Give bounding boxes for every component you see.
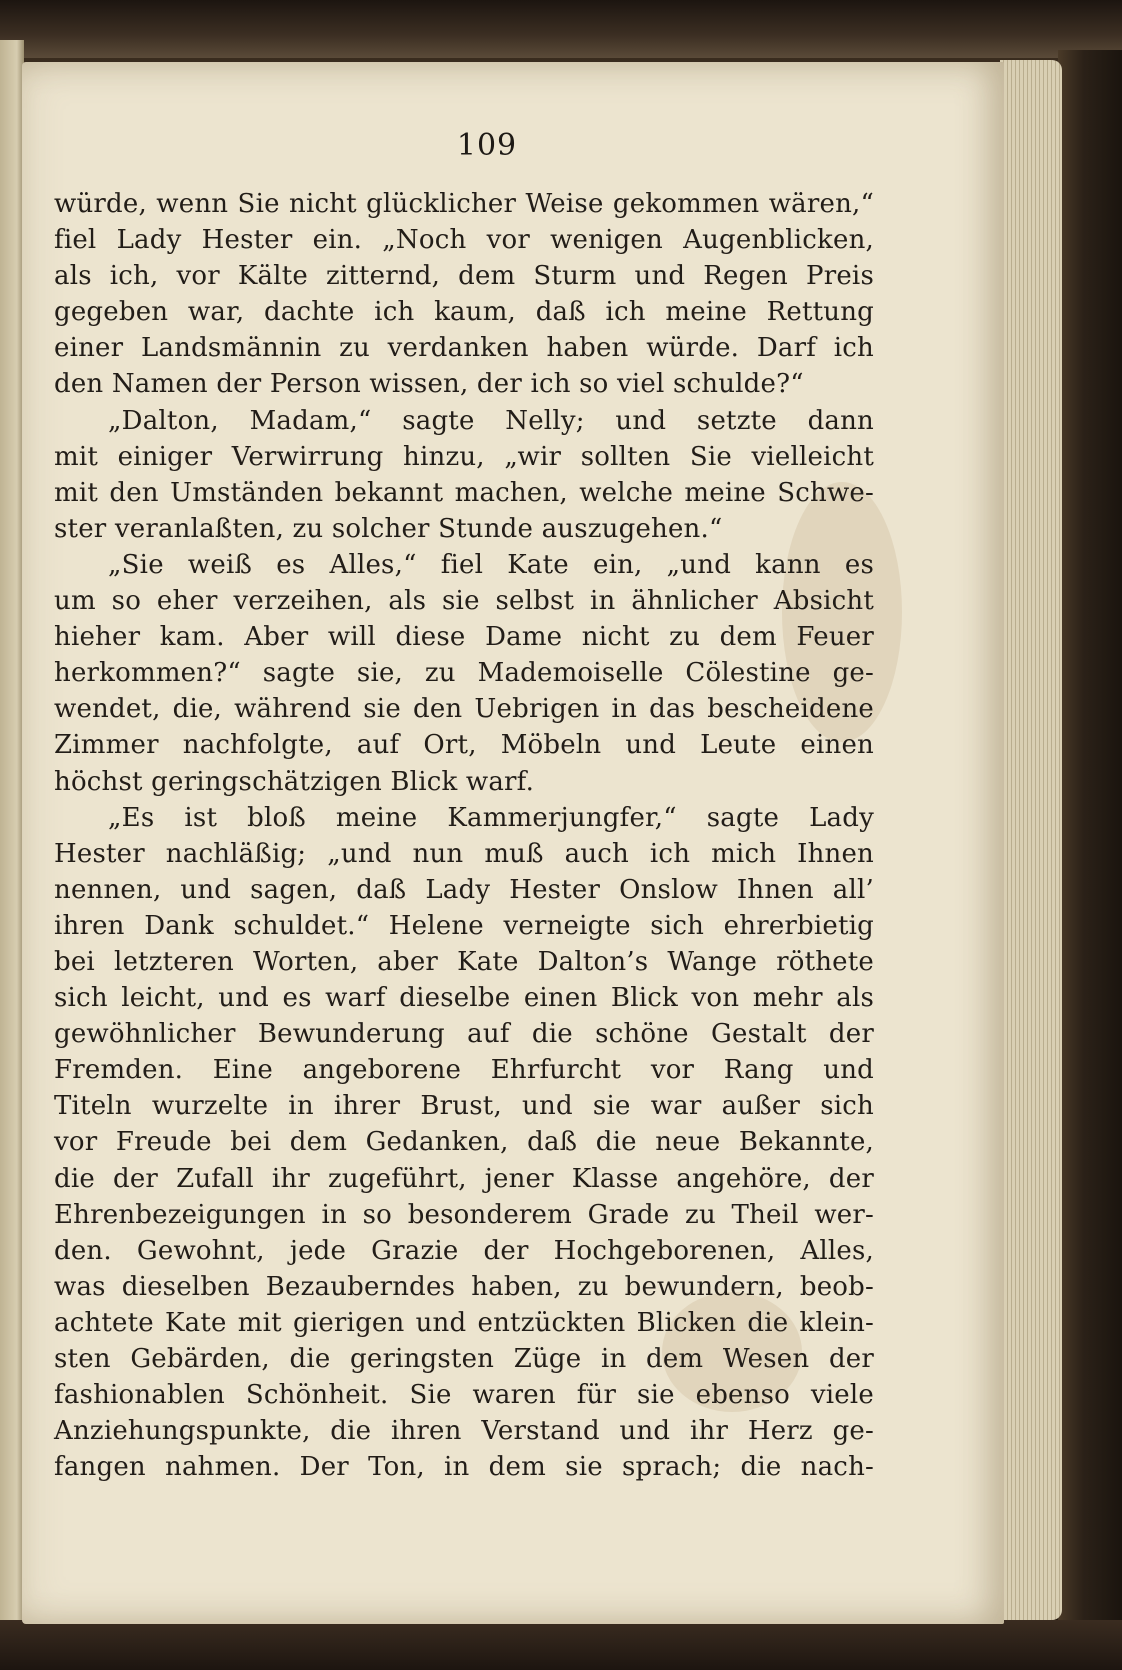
book-cover-top xyxy=(0,0,1122,58)
text-line: Titeln wurzelte in ihrer Brust, und sie war außer sich xyxy=(54,1091,874,1122)
page-stack-edges xyxy=(1000,60,1062,1620)
text-line: gewöhnlicher Bewunderung auf die schöne Gestalt der xyxy=(54,1019,874,1050)
text-line: ihren Dank schuldet.“ Helene verneigte sich ehrerbietig xyxy=(54,910,874,941)
text-line: Hester nachläßig; „und nun muß auch ich mich Ihnen xyxy=(54,838,874,869)
text-line: Ehrenbezeigungen in so besonderem Grade zu Theil wer- xyxy=(54,1199,874,1230)
text-line: einer Landsmännin zu verdanken haben würde. Darf ich xyxy=(54,333,874,364)
text-line: den. Gewohnt, jede Grazie der Hochgeborenen, Alles, xyxy=(54,1235,874,1266)
text-line: fashionablen Schönheit. Sie waren für sie ebenso viele xyxy=(54,1380,874,1411)
book-cover-bottom xyxy=(0,1620,1122,1670)
text-line: wendet, die, während sie den Uebrigen in das bescheidene xyxy=(54,694,874,725)
body-text xyxy=(54,186,874,1485)
book-page xyxy=(22,62,1004,1624)
text-line: achtete Kate mit gierigen und entzückten Blicken die klein- xyxy=(54,1307,874,1338)
text-line: fiel Lady Hester ein. „Noch vor wenigen Augenblicken, xyxy=(54,225,874,256)
text-line: „Dalton, Madam,“ sagte Nelly; und setzte dann xyxy=(108,405,874,436)
book-binding-right xyxy=(1058,50,1122,1670)
text-line: bei letzteren Worten, aber Kate Dalton’s Wange röthete xyxy=(54,946,874,977)
text-line: die der Zufall ihr zugeführt, jener Klasse angehöre, der xyxy=(54,1163,874,1194)
text-line: herkommen?“ sagte sie, zu Mademoiselle Cölestine ge- xyxy=(54,658,874,689)
text-line: vor Freude bei dem Gedanken, daß die neue Bekannte, xyxy=(54,1127,874,1158)
text-line: sich leicht, und es warf dieselbe einen Blick von mehr als xyxy=(54,983,874,1014)
text-line: sten Gebärden, die geringsten Züge in dem Wesen der xyxy=(54,1344,874,1374)
text-line: mit den Umständen bekannt machen, welche meine Schwe- xyxy=(54,477,874,508)
text-line: würde, wenn Sie nicht glücklicher Weise gekommen wären,“ xyxy=(54,189,874,219)
text-line: gegeben war, dachte ich kaum, daß ich meine Rettung xyxy=(54,297,874,328)
text-line: den Namen der Person wissen, der ich so viel schulde?“ xyxy=(54,369,804,400)
text-line: was dieselben Bezauberndes haben, zu bewundern, beob- xyxy=(54,1271,874,1302)
text-line: „Sie weiß es Alles,“ fiel Kate ein, „und kann es xyxy=(108,549,874,580)
text-line: Zimmer nachfolgte, auf Ort, Möbeln und Leute einen xyxy=(54,730,874,761)
text-line: ster veranlaßten, zu solcher Stunde auszugehen.“ xyxy=(54,513,723,544)
left-page-edge xyxy=(0,40,24,1670)
text-line: um so eher verzeihen, als sie selbst in ähnlicher Absicht xyxy=(54,586,874,617)
text-line: „Es ist bloß meine Kammerjungfer,“ sagte Lady xyxy=(108,802,874,833)
text-line: hieher kam. Aber will diese Dame nicht zu dem Feuer xyxy=(54,622,874,653)
page-number: 109 xyxy=(456,128,518,163)
text-line: Fremden. Eine angeborene Ehrfurcht vor Rang und xyxy=(54,1055,874,1086)
text-line: als ich, vor Kälte zitternd, dem Sturm und Regen Preis xyxy=(54,261,874,292)
text-line: fangen nahmen. Der Ton, in dem sie sprach; die nach- xyxy=(54,1452,874,1483)
text-line: nennen, und sagen, daß Lady Hester Onslow Ihnen all’ xyxy=(54,874,874,905)
text-line: mit einiger Verwirrung hinzu, „wir sollten Sie vielleicht xyxy=(54,441,874,472)
text-line: Anziehungspunkte, die ihren Verstand und ihr Herz ge- xyxy=(54,1416,874,1447)
text-line: höchst geringschätzigen Blick warf. xyxy=(54,766,535,797)
